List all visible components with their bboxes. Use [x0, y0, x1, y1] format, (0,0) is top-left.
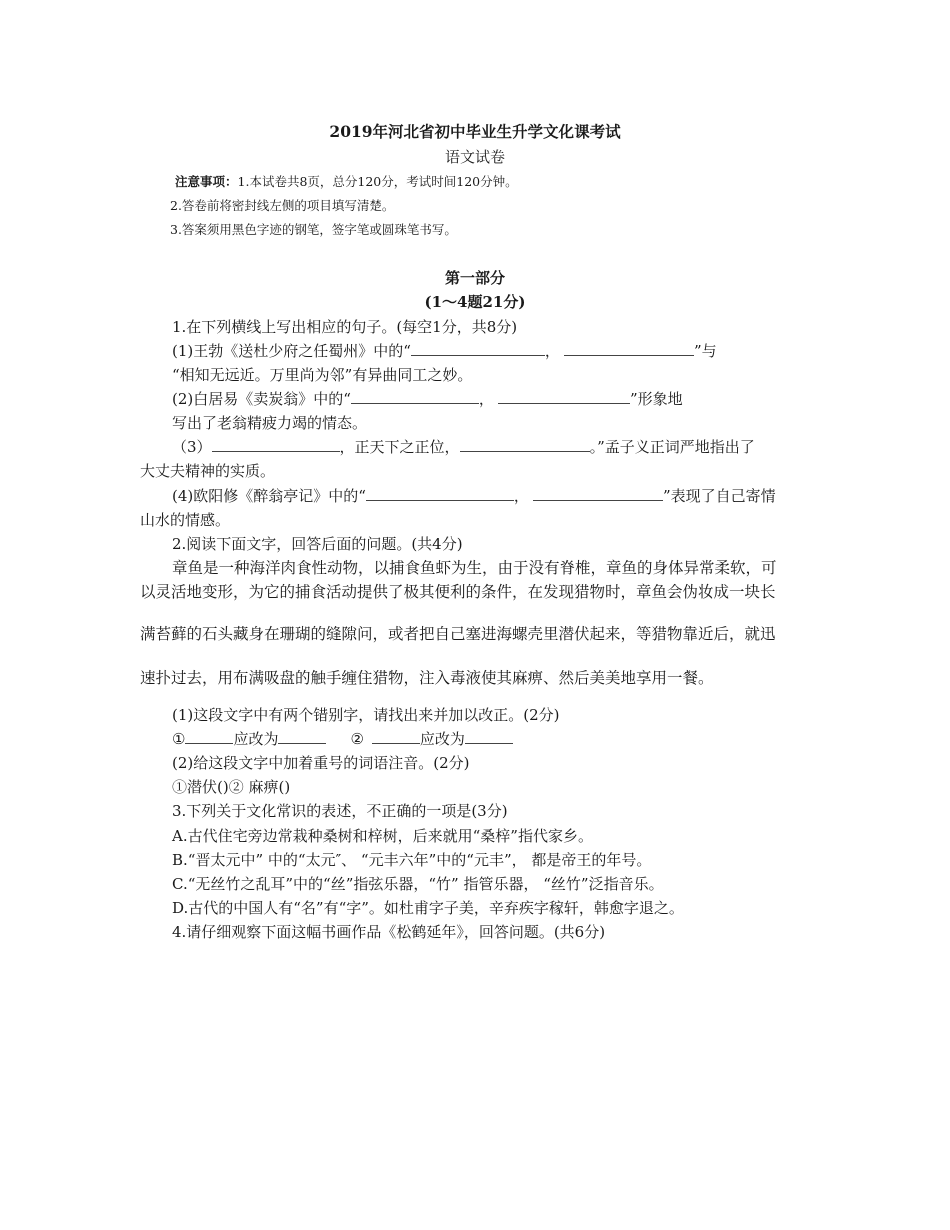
- notice-2: 2.答卷前将密封线左侧的项目填写清楚。: [170, 198, 395, 213]
- q1-p1-cont: “相知无远近。万里尚为邻”有异曲同工之妙。: [172, 366, 473, 384]
- exam-title: 2019年河北省初中毕业生升学文化课考试: [329, 122, 621, 141]
- q3-option-d: D.古代的中国人有“名”有“字”。如杜甫字子美，辛弃疾字稼轩，韩愈字退之。: [172, 899, 684, 917]
- answer-blank[interactable]: [212, 437, 340, 452]
- q2-stem: 2.阅读下面文字，回答后面的问题。(共4分): [172, 535, 463, 553]
- q2-sub2-answer: ①潜伏()② 麻痹(): [172, 778, 291, 796]
- q1-p2-sep: ，: [478, 390, 494, 408]
- notice-1-text: 1.本试卷共8页，总分120分，考试时间120分钟。: [237, 174, 518, 189]
- answer-blank[interactable]: [351, 389, 479, 404]
- answer-blank[interactable]: [278, 729, 326, 744]
- q1-p3-mid: ，正天下之正位，: [339, 438, 460, 456]
- exam-subtitle: 语文试卷: [444, 148, 505, 166]
- q1-part2: [172, 389, 683, 409]
- q2-sub1-answers: [172, 729, 513, 749]
- answer-blank[interactable]: [185, 729, 233, 744]
- q3-option-b: B.“晋太元中” 中的“太元″、 “元丰六年”中的“元丰”， 都是帝王的年号。: [172, 851, 652, 869]
- change-label: 应改为: [419, 730, 465, 748]
- q1-part3: [172, 437, 755, 457]
- answer-blank[interactable]: [366, 486, 514, 501]
- q2-passage-line-2: 以灵活地变形，为它的捕食活动提供了极其便利的条件，在发现猎物时，章鱼会伪妆成一块长: [140, 583, 776, 601]
- q2-passage-line-3: 满苔藓的石头藏身在珊瑚的缝隙问，或者把自己塞进海螺壳里潜伏起来，等猎物靠近后，就迅: [140, 625, 776, 643]
- section-title: 第一部分: [444, 269, 505, 287]
- q3-option-c: C.“无丝竹之乱耳”中的“丝”指弦乐器，“竹” 指管乐器， “丝竹”泛指音乐。: [172, 875, 664, 893]
- answer-blank[interactable]: [411, 341, 545, 356]
- q1-p2-cont: 写出了老翁精疲力竭的情态。: [172, 414, 368, 432]
- answer-blank[interactable]: [533, 486, 663, 501]
- circle-2: ②: [350, 730, 364, 748]
- q1-p1-lead: (1)王勃《送杜少府之任蜀州》中的“: [172, 342, 411, 360]
- q2-sub1: (1)这段文字中有两个错别字，请找出来并加以改正。(2分): [172, 706, 560, 724]
- notice-3: 3.答案须用黑色字迹的钢笔，签字笔或圆珠笔书写。: [170, 222, 457, 237]
- q2-passage-line-1: 章鱼是一种海洋肉食性动物，以捕食鱼虾为生，由于没有脊椎，章鱼的身体异常柔软，可: [172, 559, 777, 577]
- change-label: 应改为: [233, 730, 279, 748]
- q1-part1: [172, 341, 717, 361]
- q3-option-a: A.古代住宅旁边常栽种桑树和梓树，后来就用“桑梓”指代家乡。: [172, 827, 593, 845]
- q2-passage-line-4: 速扑过去，用布满吸盘的触手缠住猎物，注入毒液使其麻痹、然后美美地享用一餐。: [140, 669, 714, 687]
- q1-p1-end: ”与: [693, 342, 717, 360]
- q1-part4: [172, 486, 776, 506]
- q1-p3-lead: （3）: [172, 438, 212, 456]
- q1-stem: 1.在下列横线上写出相应的句子。(每空1分，共8分): [172, 318, 518, 336]
- answer-blank[interactable]: [460, 437, 590, 452]
- q1-p1-sep: ，: [544, 342, 560, 360]
- q1-p2-end: ”形象地: [629, 390, 683, 408]
- q2-sub2: (2)给这段文字中加着重号的词语注音。(2分): [172, 754, 470, 772]
- q1-p4-end: ”表现了自己寄情: [662, 487, 776, 505]
- notice-label: 注意事项：: [175, 174, 238, 189]
- answer-blank[interactable]: [564, 341, 694, 356]
- q1-p4-lead: (4)欧阳修《醉翁亭记》中的“: [172, 487, 366, 505]
- q1-p3-cont: 大丈夫精神的实质。: [140, 462, 276, 480]
- q1-p2-lead: (2)白居易《卖炭翁》中的“: [172, 390, 351, 408]
- notice-1: [175, 172, 518, 192]
- q3-stem: 3.下列关于文化常识的表述，不正确的一项是(3分): [172, 802, 508, 820]
- circle-1: ①: [172, 730, 186, 748]
- answer-blank[interactable]: [498, 389, 630, 404]
- answer-blank[interactable]: [465, 729, 513, 744]
- q1-p4-cont: 山水的情感。: [140, 511, 231, 529]
- q1-p4-sep: ，: [513, 487, 529, 505]
- q1-p3-end: 。”孟子义正词严地指出了: [589, 438, 755, 456]
- answer-blank[interactable]: [372, 729, 420, 744]
- section-range: (1～4题21分): [424, 293, 526, 311]
- q4-stem: 4.请仔细观察下面这幅书画作品《松鹤延年》，回答问题。(共6分): [172, 923, 606, 941]
